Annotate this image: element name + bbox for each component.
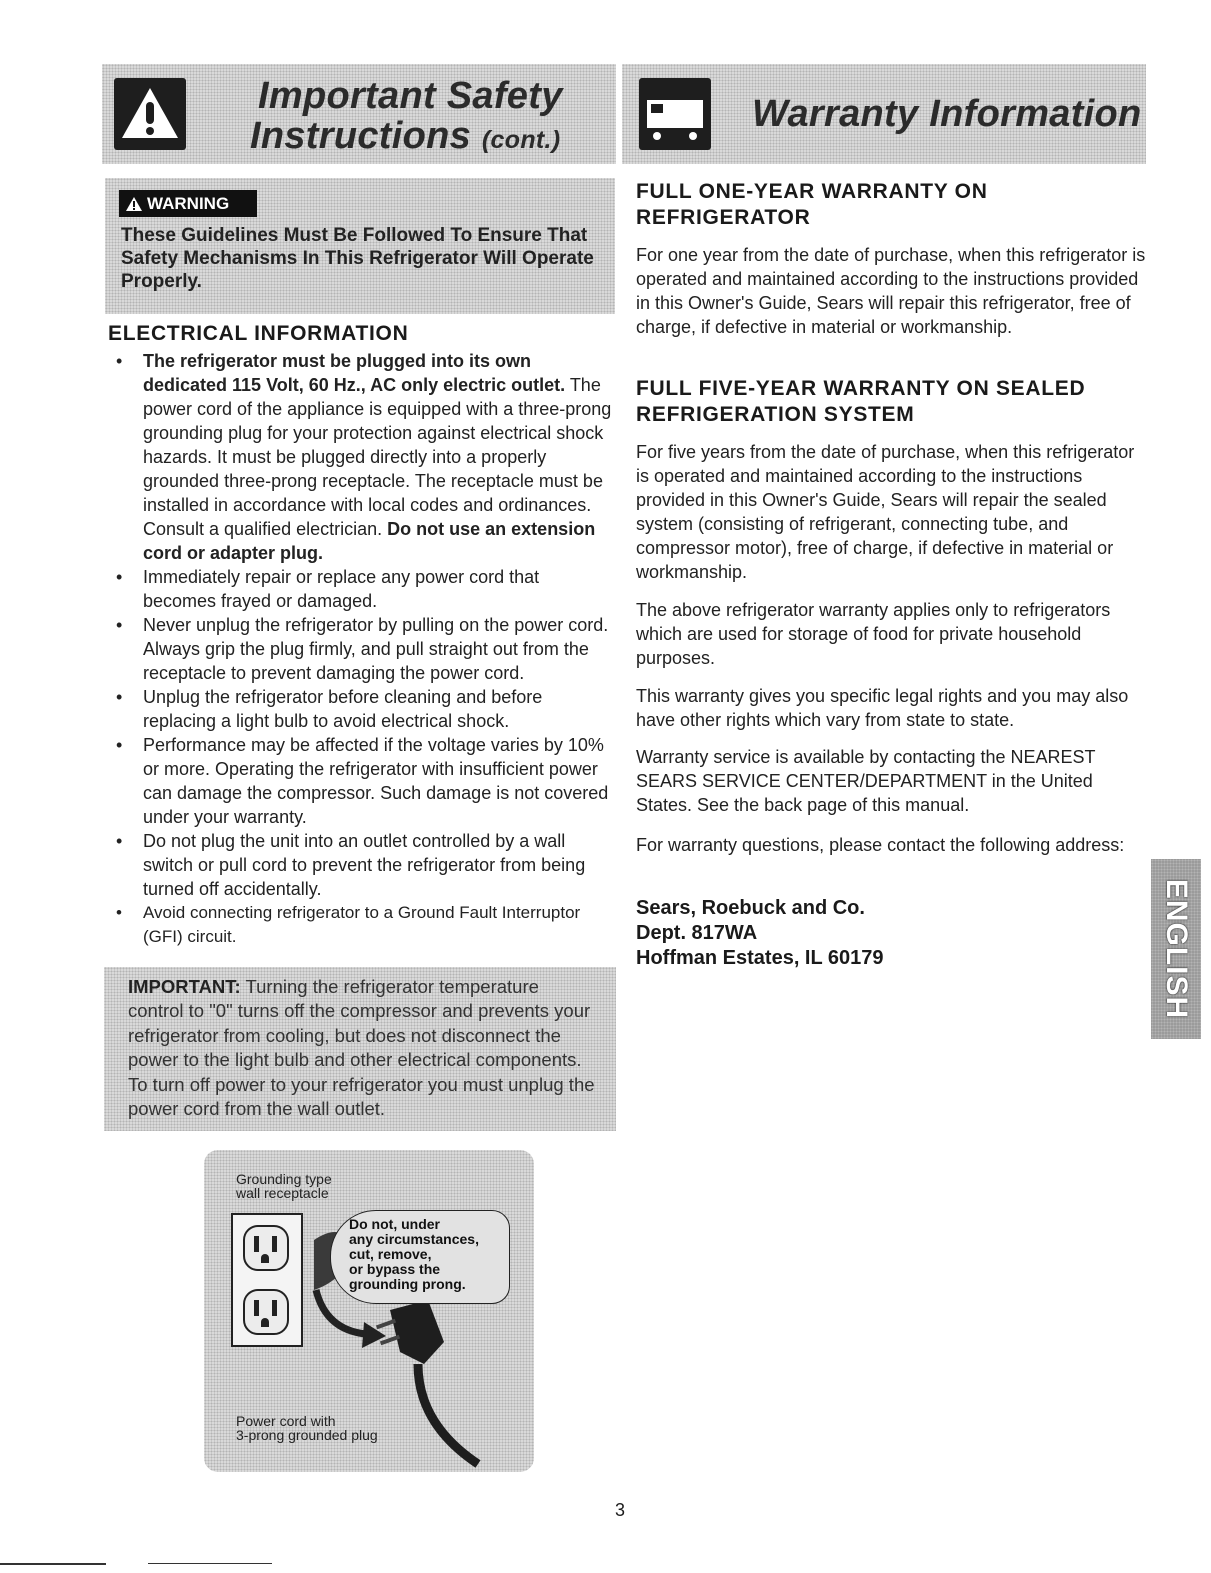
bullet5-text: Performance may be affected if the voltage varies by 10% or more. Operating the refrigerator with insufficient power can damage the compressor. Such damage is not covered under your warranty.: [143, 735, 609, 827]
warning-badge: [119, 190, 257, 217]
warning-small-icon: [125, 196, 143, 212]
callout-line-5: grounding prong.: [349, 1276, 466, 1292]
callout-line-2: any circumstances,: [349, 1231, 479, 1247]
scope-paragraph: The above refrigerator warranty applies only to refrigerators which are used for storage of food for private household purposes.: [636, 600, 1111, 668]
receptacle-label-1: Grounding type: [236, 1171, 332, 1187]
important-box: [104, 967, 616, 1131]
address-line-2: Dept. 817WA: [636, 922, 758, 944]
five-year-paragraph: For five years from the date of purchase, when this refrigerator is operated and maintained according to the instructions provided in this Owner's Guide, Sears will repair the sealed system (consisting of refrigerant, connecting tube, and compressor motor), free of charge, if defective in material or workmanship.: [636, 442, 1135, 582]
list-item: • Performance may be affected if the voltage varies by 10% or more. Operating the refrigerator with insufficient power can damage the compressor. Such damage is not covered under your warranty.: [116, 735, 609, 827]
list-item: • Do not plug the unit into an outlet controlled by a wall switch or pull cord to prevent the refrigerator from being turned off accidentally.: [116, 831, 586, 899]
electrical-list: [116, 349, 616, 949]
bullet1-bold: The refrigerator must be plugged into its own dedicated 115 Volt, 60 Hz., AC only electric outlet.: [143, 351, 566, 395]
callout-line-1: Do not, under: [349, 1216, 440, 1232]
safety-title-suffix: (cont.): [481, 126, 561, 154]
bullet2-text: Immediately repair or replace any power cord that becomes frayed or damaged.: [143, 567, 540, 611]
address-line-1: Sears, Roebuck and Co.: [636, 897, 865, 919]
header-warranty-information: [622, 64, 1146, 164]
list-item: • Never unplug the refrigerator by pulling on the power cord. Always grip the plug firmly, and pull straight out from the receptacle to prevent damaging the power cord.: [116, 615, 609, 683]
warning-triangle-icon: [114, 78, 186, 150]
bullet1-text: The power cord of the appliance is equipped with a three-prong grounding plug for your protection against electrical shock hazards. It must be plugged directly into a properly grounded three-prong receptacle. The receptacle must be installed in accordance with local codes and ordinances. Consult a qualified electrician.: [143, 375, 612, 539]
callout-line-3: cut, remove,: [349, 1246, 432, 1262]
callout-text: [349, 1217, 479, 1292]
address-line-3: Hoffman Estates, IL 60179: [636, 947, 884, 969]
list-item: • Immediately repair or replace any power cord that becomes frayed or damaged.: [116, 567, 540, 611]
electrical-heading: ELECTRICAL INFORMATION: [108, 322, 409, 345]
language-tab: [1151, 859, 1201, 1039]
page-number: 3: [614, 1500, 625, 1520]
grounding-illustration: [204, 1150, 534, 1472]
important-label: IMPORTANT:: [128, 976, 241, 997]
warning-box: [105, 178, 615, 314]
important-text-block: [128, 975, 598, 1121]
receptacle-label-2: wall receptacle: [236, 1185, 329, 1201]
language-tab-label: ENGLISH: [1160, 878, 1193, 1020]
plug-label-1: Power cord with: [236, 1413, 336, 1429]
grounding-callout: [330, 1210, 510, 1304]
warning-badge-label: WARNING: [147, 194, 230, 213]
important-text: Turning the refrigerator temperature control to "0" turns off the compressor and prevents your refrigerator from cooling, but does not disconnect the power to the light bulb and other electrical components. To turn off power to your refrigerator you must unplug the power cord from the wall outlet.: [128, 976, 595, 1120]
header-safety-instructions: [102, 64, 616, 164]
bullet3-text: Never unplug the refrigerator by pulling on the power cord. Always grip the plug firmly, and pull straight out from the receptacle to prevent damaging the power cord.: [143, 615, 609, 683]
one-year-heading-line1: FULL ONE-YEAR WARRANTY ON: [636, 180, 988, 203]
callout-line-4: or bypass the: [349, 1261, 441, 1277]
five-year-heading-line1: FULL FIVE-YEAR WARRANTY ON SEALED: [636, 377, 1086, 400]
bullet6-text: Do not plug the unit into an outlet controlled by a wall switch or pull cord to prevent the refrigerator from being turned off accidentally.: [143, 831, 586, 899]
five-year-heading-line2: REFRIGERATION SYSTEM: [636, 403, 915, 426]
contact-paragraph: For warranty questions, please contact the following address:: [636, 835, 1125, 855]
safety-title-line1: Important Safety: [258, 75, 563, 117]
bullet7-text: Avoid connecting refrigerator to a Ground Fault Interruptor (GFI) circuit.: [143, 903, 581, 946]
safety-title-line2: [250, 116, 560, 160]
list-item: • Avoid connecting refrigerator to a Ground Fault Interruptor (GFI) circuit.: [116, 903, 581, 946]
service-paragraph: Warranty service is available by contacting the NEAREST SEARS SERVICE CENTER/DEPARTMENT in the United States. See the back page of this manual.: [636, 747, 1096, 815]
list-item: • The refrigerator must be plugged into its own dedicated 115 Volt, 60 Hz., AC only electric outlet. The power cord of the appliance is equipped with a three-prong grounding plug for your protection against electrical shock hazards. It must be plugged directly into a properly grounded three-prong receptacle. The receptacle must be installed in accordance with local codes and ordinances. Consult a qualified electrician. Do not use an extension cord or adapter plug.: [116, 351, 612, 563]
bullet4-text: Unplug the refrigerator before cleaning and before replacing a light bulb to avoid electrical shock.: [143, 687, 543, 731]
plug-label-2: 3-prong grounded plug: [236, 1427, 378, 1443]
warranty-title: Warranty Information: [752, 93, 1142, 135]
rights-paragraph: This warranty gives you specific legal rights and you may also have other rights which vary from state to state.: [636, 686, 1129, 730]
safety-title-main: Instructions: [250, 115, 472, 157]
one-year-heading-line2: REFRIGERATOR: [636, 206, 811, 229]
footer-rule-left: [0, 1563, 106, 1565]
bullet1-bold2: Do not use an extension cord or adapter plug.: [143, 519, 596, 563]
one-year-paragraph: For one year from the date of purchase, when this refrigerator is operated and maintained according to the instructions provided in this Owner's Guide, Sears will repair this refrigerator, free of charge, if defective in material or workmanship.: [636, 245, 1146, 337]
list-item: • Unplug the refrigerator before cleaning and before replacing a light bulb to avoid electrical shock.: [116, 687, 543, 731]
footer-rule-mid: [148, 1563, 272, 1564]
warning-text: These Guidelines Must Be Followed To Ensure That Safety Mechanisms In This Refrigerator Will Operate Properly.: [121, 225, 594, 292]
refrigerator-icon: [639, 78, 711, 150]
